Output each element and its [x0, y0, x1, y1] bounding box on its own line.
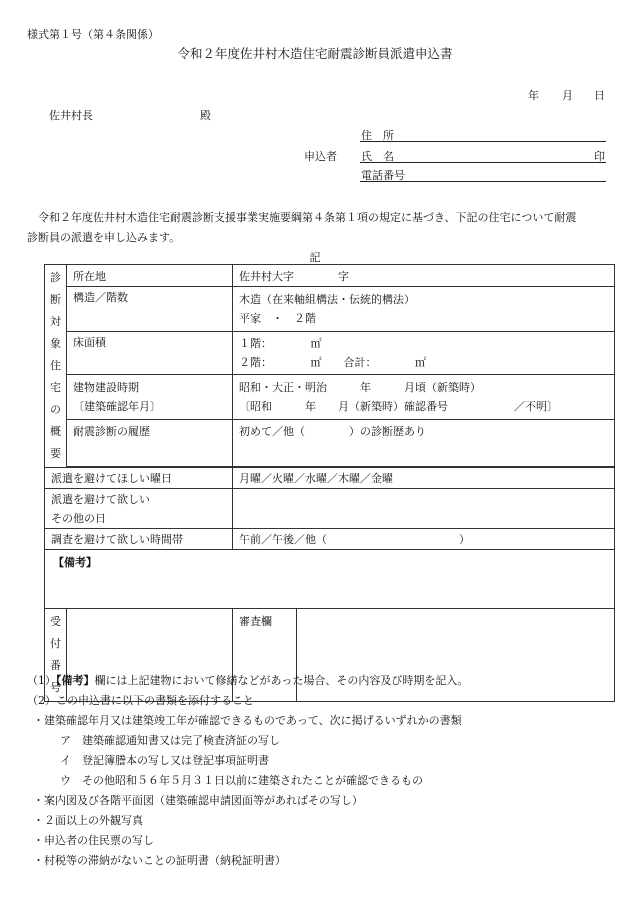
- remarks-field[interactable]: [45, 550, 615, 609]
- honorific: 殿: [200, 109, 211, 122]
- reception-vertical-label: 受 付 番 号: [45, 609, 67, 702]
- intro-line-2: 診断員の派遣を申し込みます。: [27, 231, 181, 244]
- note-bullet-1a: ア 建築確認通知書又は完了検査済証の写し: [60, 734, 280, 747]
- remarks-label: 【備考】: [53, 556, 97, 569]
- page-title: 令和２年度佐井村木造住宅耐震診断員派遣申込書: [177, 46, 453, 61]
- name-label: 氏 名: [361, 150, 394, 163]
- row-avoid-weekday: [45, 468, 615, 489]
- note-bullet-4: ・申込者の住民票の写し: [33, 834, 154, 847]
- avoid-other-field[interactable]: [233, 489, 615, 529]
- note-2: （2）この申込書に以下の書類を添付すること: [27, 694, 254, 707]
- avoid-weekday-label: 派遣を避けてほしい曜日: [45, 468, 233, 489]
- build-period-field[interactable]: 昭和・大正・明治 年 月頃（新築時） 〔昭和 年 月（新築時）確認番号 ／不明〕: [233, 375, 615, 420]
- floor-area-label: 床面積: [67, 331, 233, 375]
- avoid-time-label: 調査を避けて欲しい時間帯: [45, 529, 233, 550]
- row-floor-area: [45, 331, 615, 375]
- floor-area-field[interactable]: １階： ㎡ ２階： ㎡ 合計： ㎡: [233, 331, 615, 375]
- date-day-label: 日: [594, 89, 605, 102]
- address-label: 住 所: [361, 129, 394, 142]
- ki-heading: 記: [309, 251, 321, 264]
- date-year-label: 年: [528, 89, 539, 102]
- row-location: [45, 265, 615, 287]
- address-field[interactable]: [360, 141, 606, 142]
- phone-label: 電話番号: [361, 169, 405, 182]
- date-month-label: 月: [562, 89, 573, 102]
- note-bullet-3: ・２面以上の外観写真: [33, 814, 143, 827]
- phone-field[interactable]: [360, 181, 606, 182]
- note-bullet-2: ・案内図及び各階平面図（建築確認申請図面等があればその写し）: [33, 794, 363, 807]
- applicant-label: 申込者: [304, 150, 337, 163]
- addressee: 佐井村長: [49, 109, 93, 122]
- note-1: （1）【備考】欄には上記建物において修繕などがあった場合、その内容及び時期を記入。: [27, 674, 469, 687]
- row-build-period: [45, 375, 615, 420]
- row-structure: [45, 287, 615, 332]
- intro-line-1: 令和２年度佐井村木造住宅耐震診断支援事業実施要綱第４条第１項の規定に基づき、下記の住宅について耐震: [27, 211, 577, 224]
- location-field[interactable]: 佐井村大字 字: [233, 265, 615, 287]
- note-bullet-5: ・村税等の滞納がないことの証明書（納税証明書）: [33, 854, 286, 867]
- review-label: 審査欄: [233, 609, 297, 702]
- application-table: [44, 264, 615, 702]
- build-period-label: 建物建設時期 〔建築確認年月〕: [67, 375, 233, 420]
- avoid-weekday-field[interactable]: 月曜／火曜／水曜／木曜／金曜: [233, 468, 615, 489]
- summary-vertical-label: 診 断 対 象 住 宅 の 概 要: [45, 265, 67, 468]
- form-number: 様式第１号（第４条関係）: [27, 28, 159, 41]
- note-bullet-1: ・建築確認年月又は建築竣工年が確認できるものであって、次に掲げるいずれかの書類: [33, 714, 462, 727]
- note-bullet-1u: ウ その他昭和５６年５月３１日以前に建築されたことが確認できるもの: [60, 774, 423, 787]
- avoid-other-label: 派遣を避けて欲しい その他の日: [45, 489, 233, 529]
- seal-mark: 印: [594, 150, 605, 163]
- avoid-time-field[interactable]: 午前／午後／他（ ）: [233, 529, 615, 550]
- row-remarks: [45, 550, 615, 609]
- row-avoid-time: [45, 529, 615, 550]
- note-bullet-1i: イ 登記簿謄本の写し又は登記事項証明書: [60, 754, 269, 767]
- location-label: 所在地: [67, 265, 233, 287]
- structure-label: 構造／階数: [67, 287, 233, 332]
- diagnosis-history-label: 耐震診断の履歴: [67, 420, 233, 467]
- diagnosis-history-field[interactable]: 初めて／他（ ）の診断歴あり: [233, 420, 615, 467]
- row-diagnosis-history: [45, 420, 615, 467]
- structure-field[interactable]: 木造（在来軸組構法・伝統的構法） 平家 ・ ２階: [233, 287, 615, 332]
- name-field[interactable]: [360, 162, 606, 163]
- row-avoid-other: [45, 489, 615, 529]
